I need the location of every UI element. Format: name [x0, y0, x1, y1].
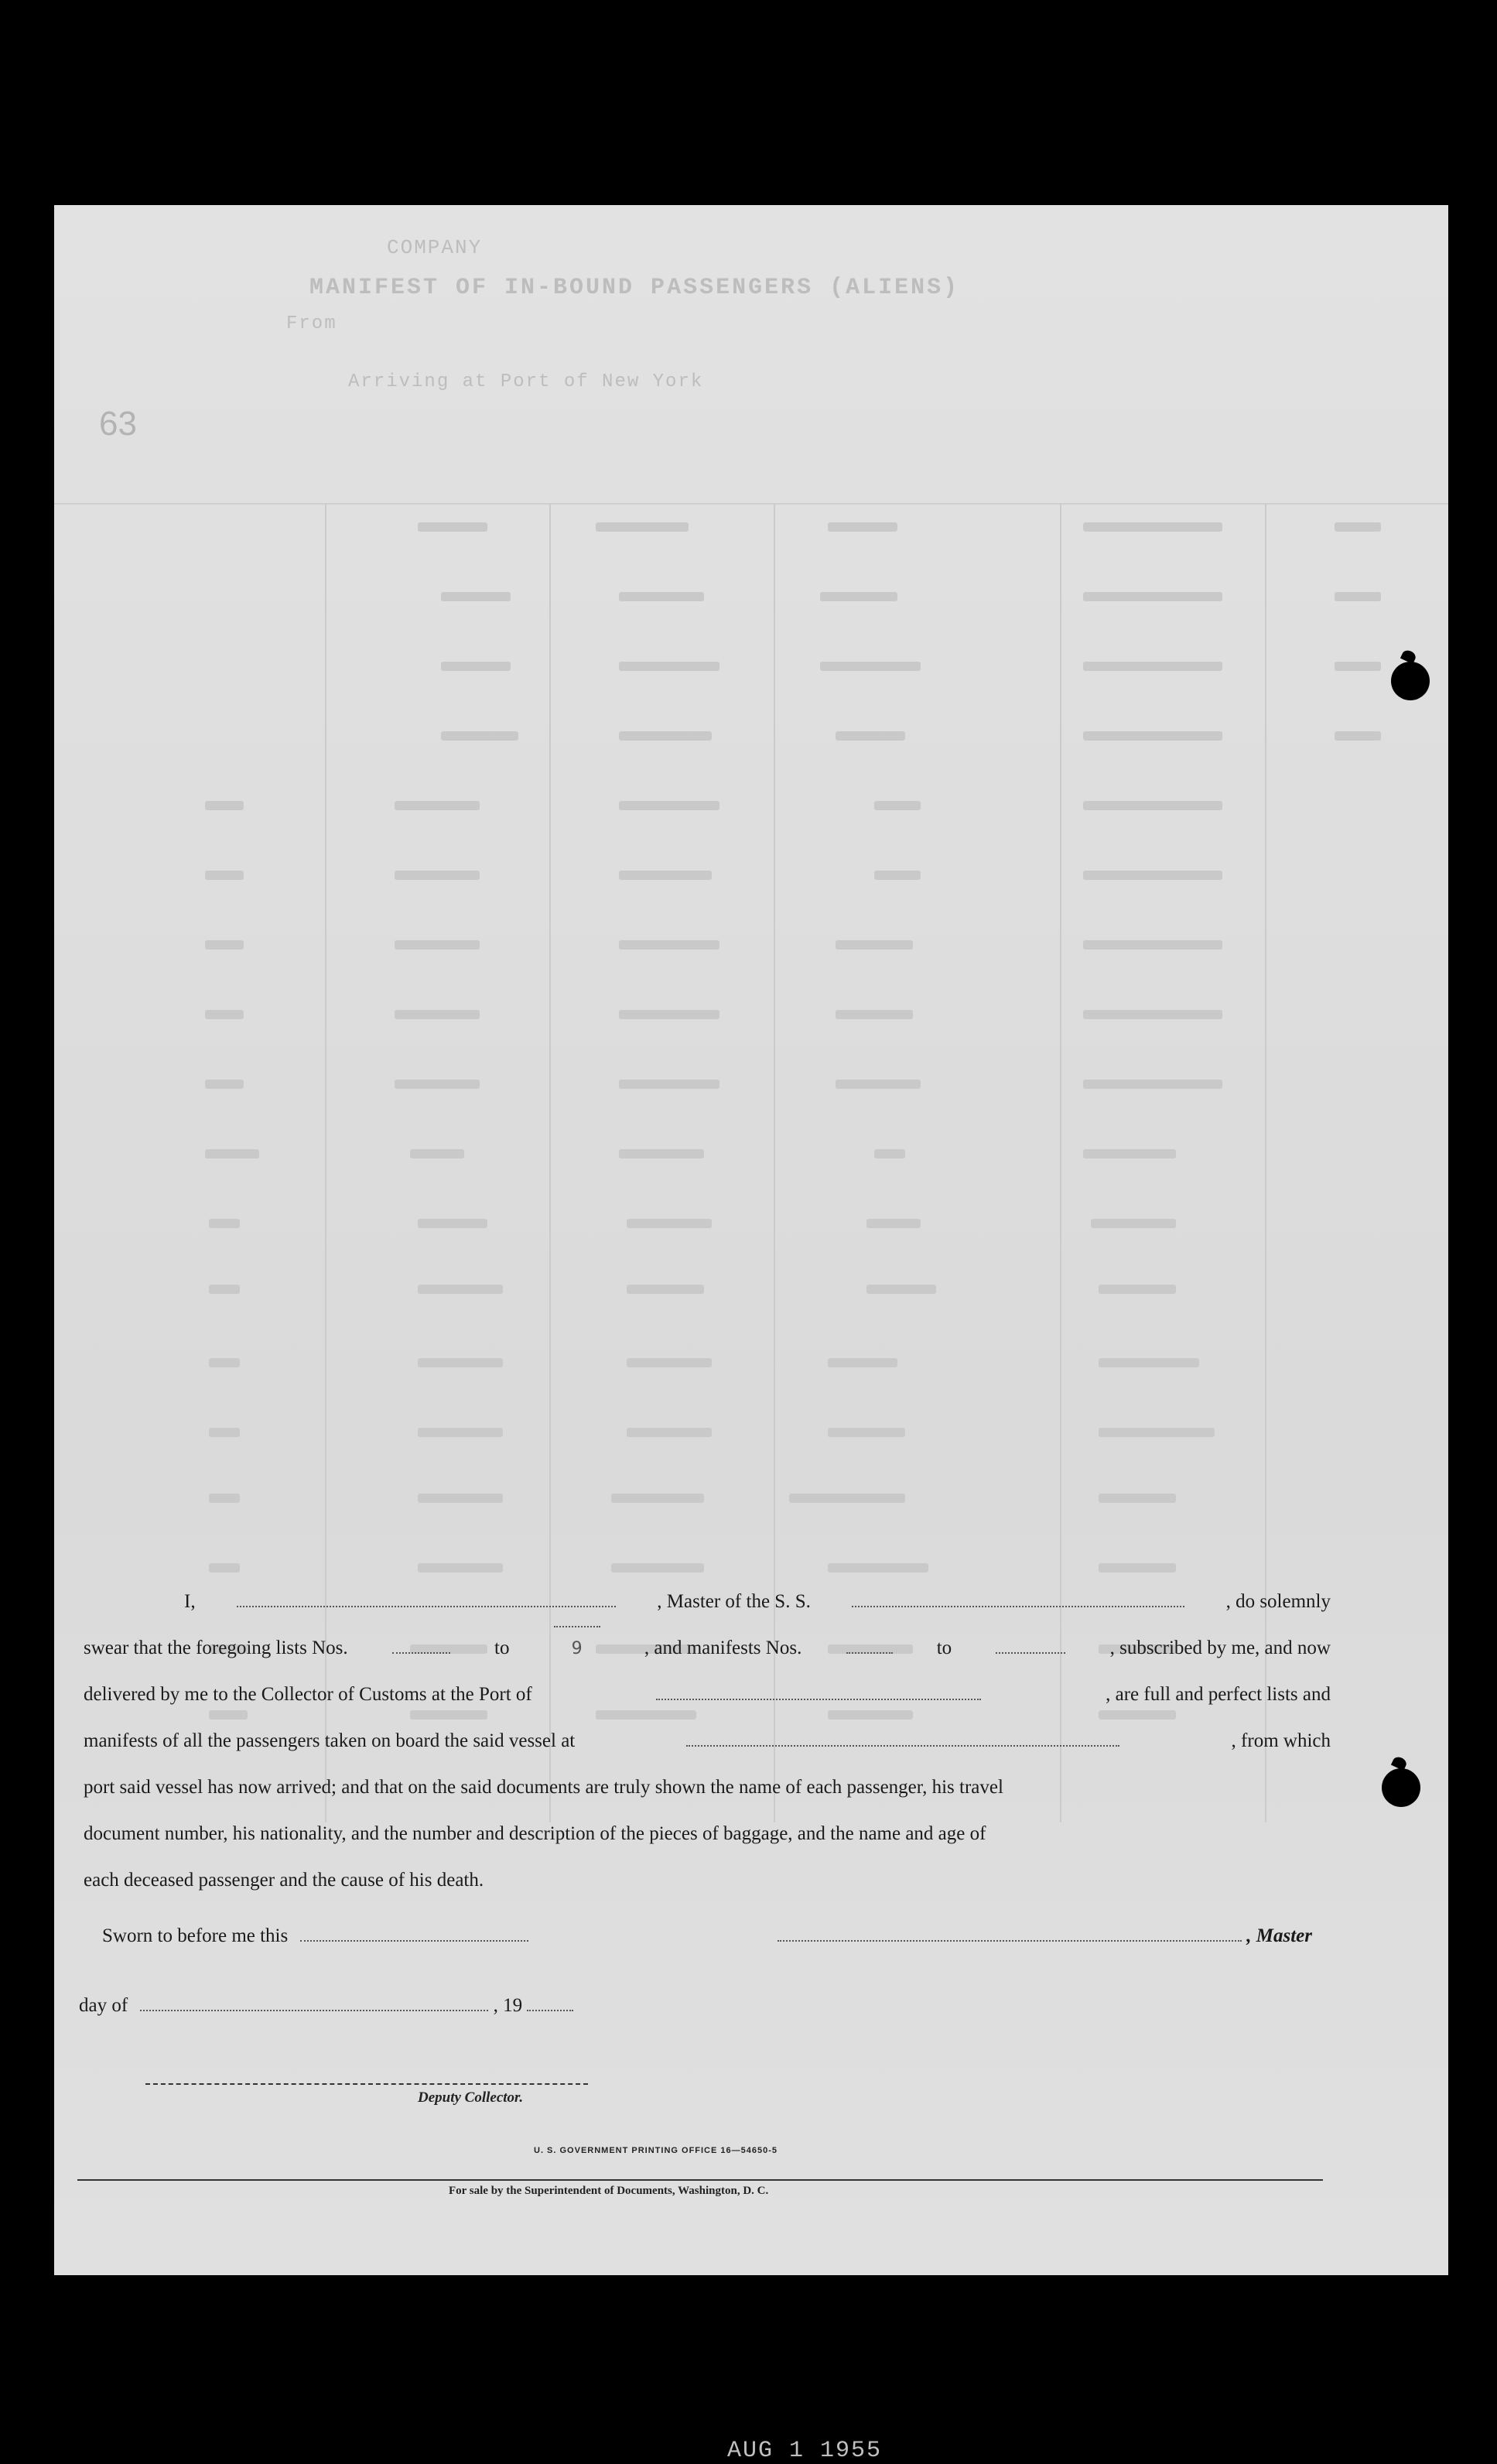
ghost-row — [54, 1494, 1448, 1525]
sworn-label: Sworn to before me this — [102, 1925, 289, 1946]
ghost-row — [54, 1285, 1448, 1316]
year-blank[interactable] — [527, 2009, 573, 2011]
list-to-blank[interactable] — [554, 1625, 600, 1658]
oath-line — [84, 1718, 1331, 1764]
header-port-faint: Arriving at Port of New York — [348, 371, 704, 392]
master-label: , Master — [1246, 1925, 1312, 1946]
oath-text: , from which — [1231, 1730, 1331, 1751]
ghost-row — [54, 1080, 1448, 1111]
ghost-row — [54, 1428, 1448, 1459]
ghost-row — [54, 940, 1448, 971]
ghost-row — [54, 801, 1448, 832]
ghost-row — [54, 522, 1448, 553]
ghost-row — [54, 1010, 1448, 1041]
sworn-date-blank[interactable] — [300, 1939, 528, 1942]
embark-port-blank[interactable] — [686, 1744, 1119, 1747]
oath-text: to — [494, 1638, 510, 1658]
manifest-sheet — [54, 205, 1448, 2464]
oath-text: each deceased passenger and the cause of his death. — [84, 1870, 484, 1891]
oath-text: , Master of the S. S. — [657, 1591, 811, 1612]
master-oath-block — [84, 1579, 1331, 1904]
deputy-signature-rule[interactable] — [145, 2083, 588, 2085]
oath-text: , are full and perfect lists and — [1106, 1684, 1331, 1705]
sworn-line — [102, 1925, 528, 1947]
ghost-row — [54, 1149, 1448, 1180]
sale-notice: For sale by the Superintendent of Documents, Washington, D. C. — [449, 2185, 769, 2197]
oath-line — [84, 1764, 1331, 1811]
oath-text: manifests of all the passengers taken on board the said vessel at — [84, 1730, 576, 1751]
oath-text: delivered by me to the Collector of Customs at the Port of — [84, 1684, 532, 1705]
list-from-blank[interactable] — [392, 1651, 450, 1654]
oath-line — [84, 1857, 1331, 1904]
oath-line — [84, 1672, 1331, 1718]
manifest-to-blank[interactable] — [996, 1651, 1065, 1654]
ghost-row — [54, 731, 1448, 762]
header-from-faint: From — [286, 313, 337, 334]
manifest-from-blank[interactable] — [846, 1651, 893, 1654]
footer-rule — [77, 2179, 1323, 2181]
day-of-label: day of — [79, 1995, 128, 2016]
year-label: , 19 — [493, 1995, 523, 2016]
master-signature-blank[interactable] — [778, 1939, 1242, 1942]
ghost-row — [54, 662, 1448, 693]
day-of-line — [79, 1995, 573, 2017]
oath-line — [84, 1625, 1331, 1672]
port-blank[interactable] — [656, 1698, 981, 1700]
ghost-row — [54, 1219, 1448, 1250]
ghost-row — [54, 871, 1448, 902]
vessel-name-blank[interactable] — [852, 1605, 1184, 1607]
oath-text: , and manifests Nos. — [644, 1638, 802, 1658]
oath-line — [84, 1579, 1331, 1625]
printing-office-imprint: U. S. GOVERNMENT PRINTING OFFICE 16—54650-5 — [534, 2146, 778, 2155]
deputy-collector-label: Deputy Collector. — [418, 2089, 524, 2106]
punch-hole-icon — [1382, 1768, 1420, 1807]
header-title-faint: MANIFEST OF IN-BOUND PASSENGERS (ALIENS) — [309, 275, 960, 301]
table-top-rule — [54, 503, 1448, 505]
ghost-row — [54, 592, 1448, 623]
oath-text: , do solemnly — [1225, 1591, 1331, 1612]
page-number: 63 — [99, 405, 137, 443]
oath-line — [84, 1811, 1331, 1857]
oath-text: to — [936, 1638, 952, 1658]
master-name-blank[interactable] — [237, 1605, 616, 1607]
oath-text: swear that the foregoing lists Nos. — [84, 1638, 348, 1658]
oath-text: port said vessel has now arrived; and that on the said documents are truly shown the name of each passenger, his travel — [84, 1777, 1003, 1798]
punch-hole-icon — [1391, 662, 1430, 700]
master-signature-line — [778, 1925, 1312, 1947]
handwritten-list-number: 9 — [571, 1639, 583, 1658]
ghost-row — [54, 1358, 1448, 1389]
bottom-stamp-faint: AUG 1 1955 — [727, 2438, 883, 2464]
header-company-faint: COMPANY — [387, 236, 483, 259]
oath-text: document number, his nationality, and the number and description of the pieces of baggage, and the name and age of — [84, 1823, 986, 1844]
oath-text: , subscribed by me, and now — [1109, 1638, 1331, 1658]
month-blank[interactable] — [140, 2009, 488, 2011]
oath-text: I, — [184, 1591, 196, 1612]
